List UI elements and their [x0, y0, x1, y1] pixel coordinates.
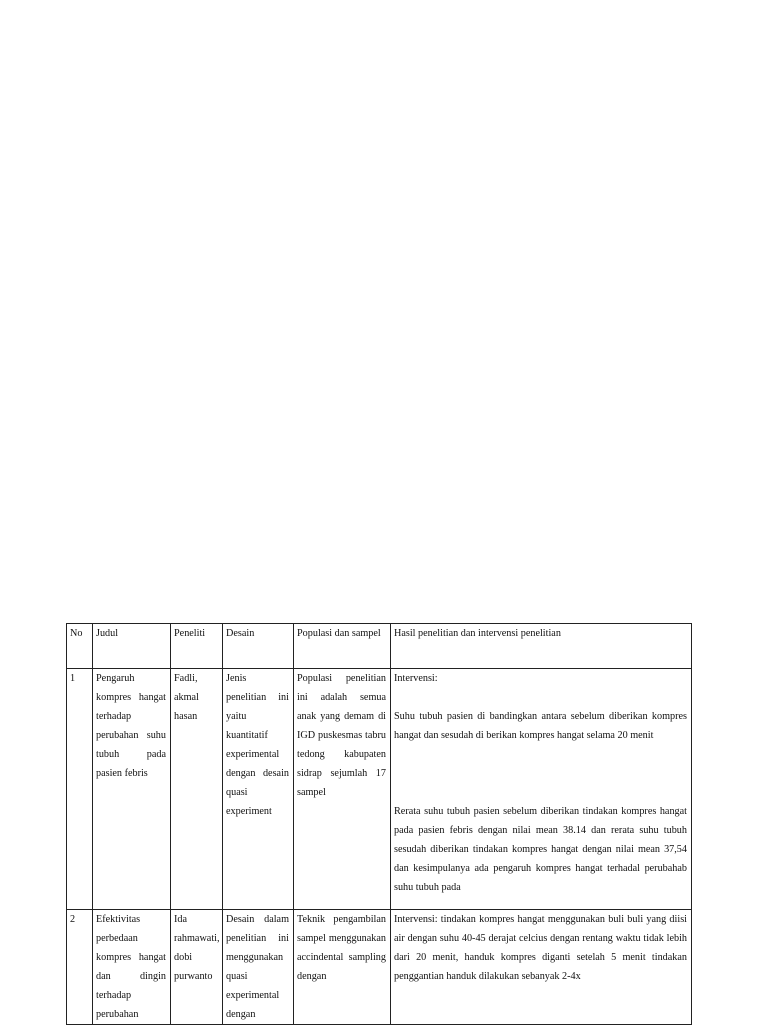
row-desain: Desain dalam penelitian ini menggunakan quasi experimental dengan	[223, 910, 294, 1025]
result-paragraph: Suhu tubuh pasien di bandingkan antara sebelum diberikan kompres hangat dan sesudah di berikan kompres hangat selama 20 menit	[394, 711, 687, 741]
paragraph-gap	[394, 745, 687, 802]
result-paragraph: Intervensi: tindakan kompres hangat menggunakan buli buli yang diisi air dengan suhu 40-45 derajat celcius dengan rentang waktu tidak lebih dari 20 menit, handuk kompres diganti setelah 5 menit tindakan penggantian handuk dilakukan sebanyak 2-4x	[394, 914, 687, 982]
header-judul: Judul	[93, 624, 171, 669]
row-populasi: Teknik pengambilan sampel menggunakan accindental sampling dengan	[294, 910, 391, 1025]
paragraph-gap	[394, 688, 687, 707]
result-paragraph: Rerata suhu tubuh pasien sebelum diberikan tindakan kompres hangat pada pasien febris dengan nilai mean 38.14 dan rerata suhu tubuh sesudah diberikan tindakan kompres hangat dengan nilai mean 37,54 dan kesimpulanya ada pengaruh kompres hangat terhadal perubahab suhu tubuh pada	[394, 806, 687, 893]
row-peneliti: Ida rahmawati, dobi purwanto	[171, 910, 223, 1025]
row-peneliti: Fadli, akmal hasan	[171, 669, 223, 910]
table-row	[67, 910, 692, 1025]
intervention-label: Intervensi:	[394, 673, 438, 684]
header-hasil: Hasil penelitian dan intervensi penelitian	[391, 624, 692, 669]
table-row	[67, 669, 692, 910]
row-hasil	[391, 669, 692, 910]
row-number: 1	[67, 669, 93, 910]
row-desain: Jenis penelitian ini yaitu kuantitatif experimental dengan desain quasi experiment	[223, 669, 294, 910]
research-table	[66, 623, 692, 1025]
table-header-row	[67, 624, 692, 669]
row-populasi: Populasi penelitian ini adalah semua anak yang demam di IGD puskesmas tabru tedong kabupaten sidrap sejumlah 17 sampel	[294, 669, 391, 910]
header-desain: Desain	[223, 624, 294, 669]
row-hasil	[391, 910, 692, 1025]
header-no: No	[67, 624, 93, 669]
row-judul: Efektivitas perbedaan kompres hangat dan dingin terhadap perubahan	[93, 910, 171, 1025]
row-number: 2	[67, 910, 93, 1025]
row-judul: Pengaruh kompres hangat terhadap perubahan suhu tubuh pada pasien febris	[93, 669, 171, 910]
header-peneliti: Peneliti	[171, 624, 223, 669]
header-populasi: Populasi dan sampel	[294, 624, 391, 669]
